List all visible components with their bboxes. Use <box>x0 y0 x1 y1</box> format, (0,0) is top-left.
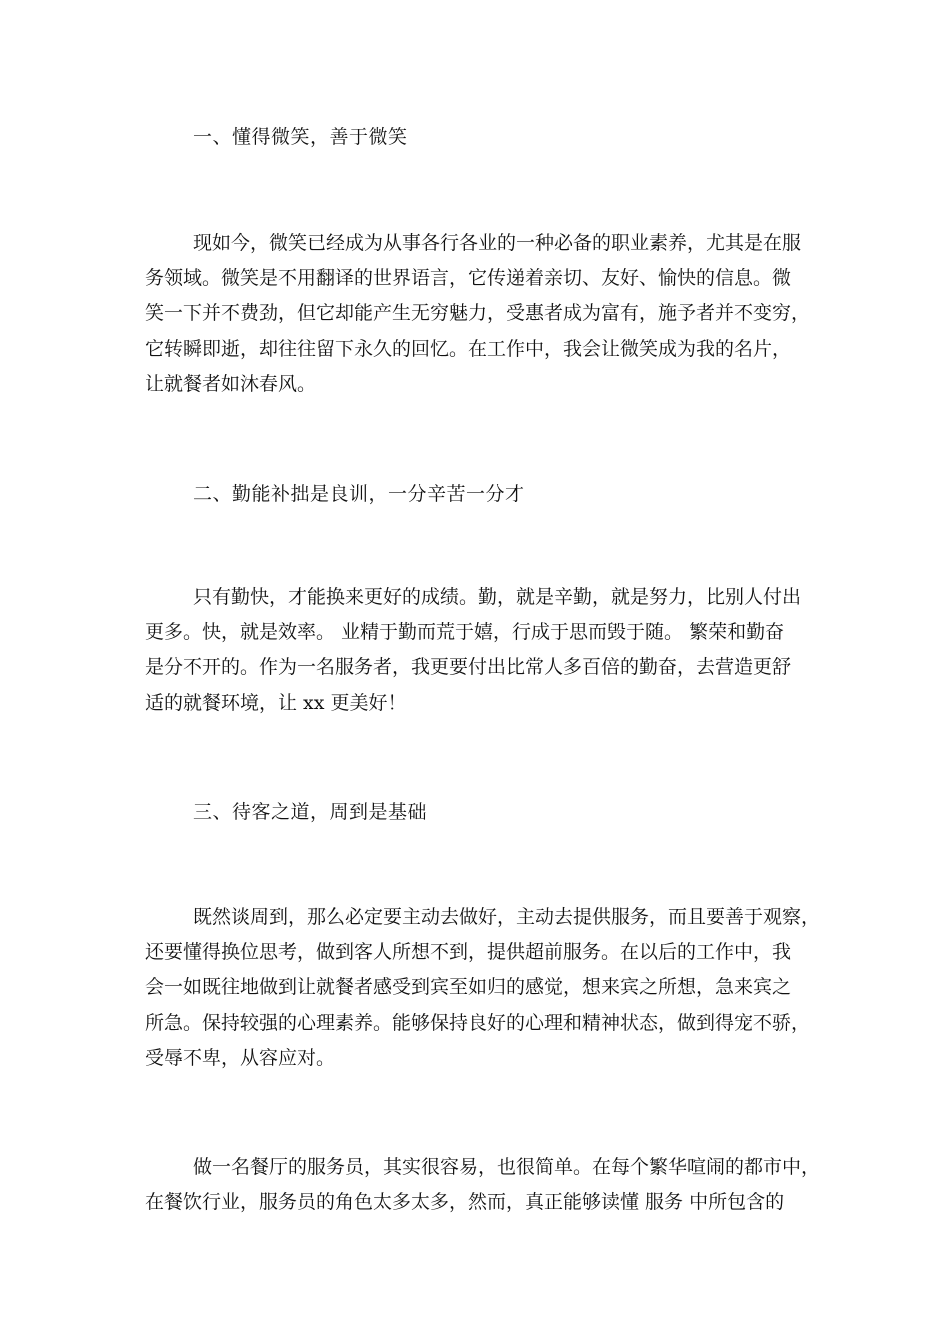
paragraph-line: 只有勤快，才能换来更好的成绩。勤，就是辛勤，就是努力，比别人付出 <box>193 586 802 608</box>
section-2-heading: 二、勤能补拙是良训，一分辛苦一分才 <box>193 483 525 505</box>
paragraph-line: 务领域。微笑是不用翻译的世界语言，它传递着亲切、友好、愉快的信息。微 <box>145 267 792 290</box>
paragraph-line: 做一名餐厅的服务员，其实很容易，也很简单。在每个繁华喧闹的都市中， <box>193 1156 821 1178</box>
paragraph-line: 所急。保持较强的心理素养。能够保持良好的心理和精神状态，做到得宠不骄， <box>145 1011 811 1034</box>
paragraph-line: 笑一下并不费劲，但它却能产生无穷魅力，受惠者成为富有，施予者并不变穷， <box>145 302 811 325</box>
paragraph-line: 是分不开的。作为一名服务者，我更要付出比常人多百倍的勤奋，去营造更舒 <box>145 656 792 679</box>
section-3-paragraph <box>145 900 821 1076</box>
paragraph-line: 它转瞬即逝，却往往留下永久的回忆。在工作中，我会让微笑成为我的名片， <box>145 337 792 360</box>
paragraph-line: 现如今，微笑已经成为从事各行各业的一种必备的职业素养，尤其是在服 <box>193 232 802 254</box>
closing-paragraph <box>145 1150 821 1220</box>
paragraph-line: 还要懂得换位思考，做到客人所想不到，提供超前服务。在以后的工作中，我 <box>145 941 792 964</box>
paragraph-line: 更多。快，就是效率。 业精于勤而荒于嬉，行成于思而毁于随。 繁荣和勤奋 <box>145 621 785 644</box>
paragraph-line: 适的就餐环境，让 xx 更美好！ <box>145 691 407 714</box>
section-1-paragraph <box>145 226 815 402</box>
paragraph-line: 受辱不卑，从容应对。 <box>145 1046 336 1069</box>
paragraph-line: 让就餐者如沐春风。 <box>145 372 317 395</box>
section-1-heading: 一、懂得微笑，善于微笑 <box>193 126 408 148</box>
paragraph-line: 既然谈周到，那么必定要主动去做好，主动去提供服务，而且要善于观察， <box>193 906 821 928</box>
section-2-paragraph <box>145 580 815 721</box>
paragraph-line: 在餐饮行业，服务员的角色太多太多，然而，真正能够读懂 服务 中所包含的 <box>145 1191 785 1214</box>
paragraph-line: 会一如既往地做到让就餐者感受到宾至如归的感觉，想来宾之所想，急来宾之 <box>145 976 792 999</box>
section-3-heading: 三、待客之道，周到是基础 <box>193 801 428 823</box>
